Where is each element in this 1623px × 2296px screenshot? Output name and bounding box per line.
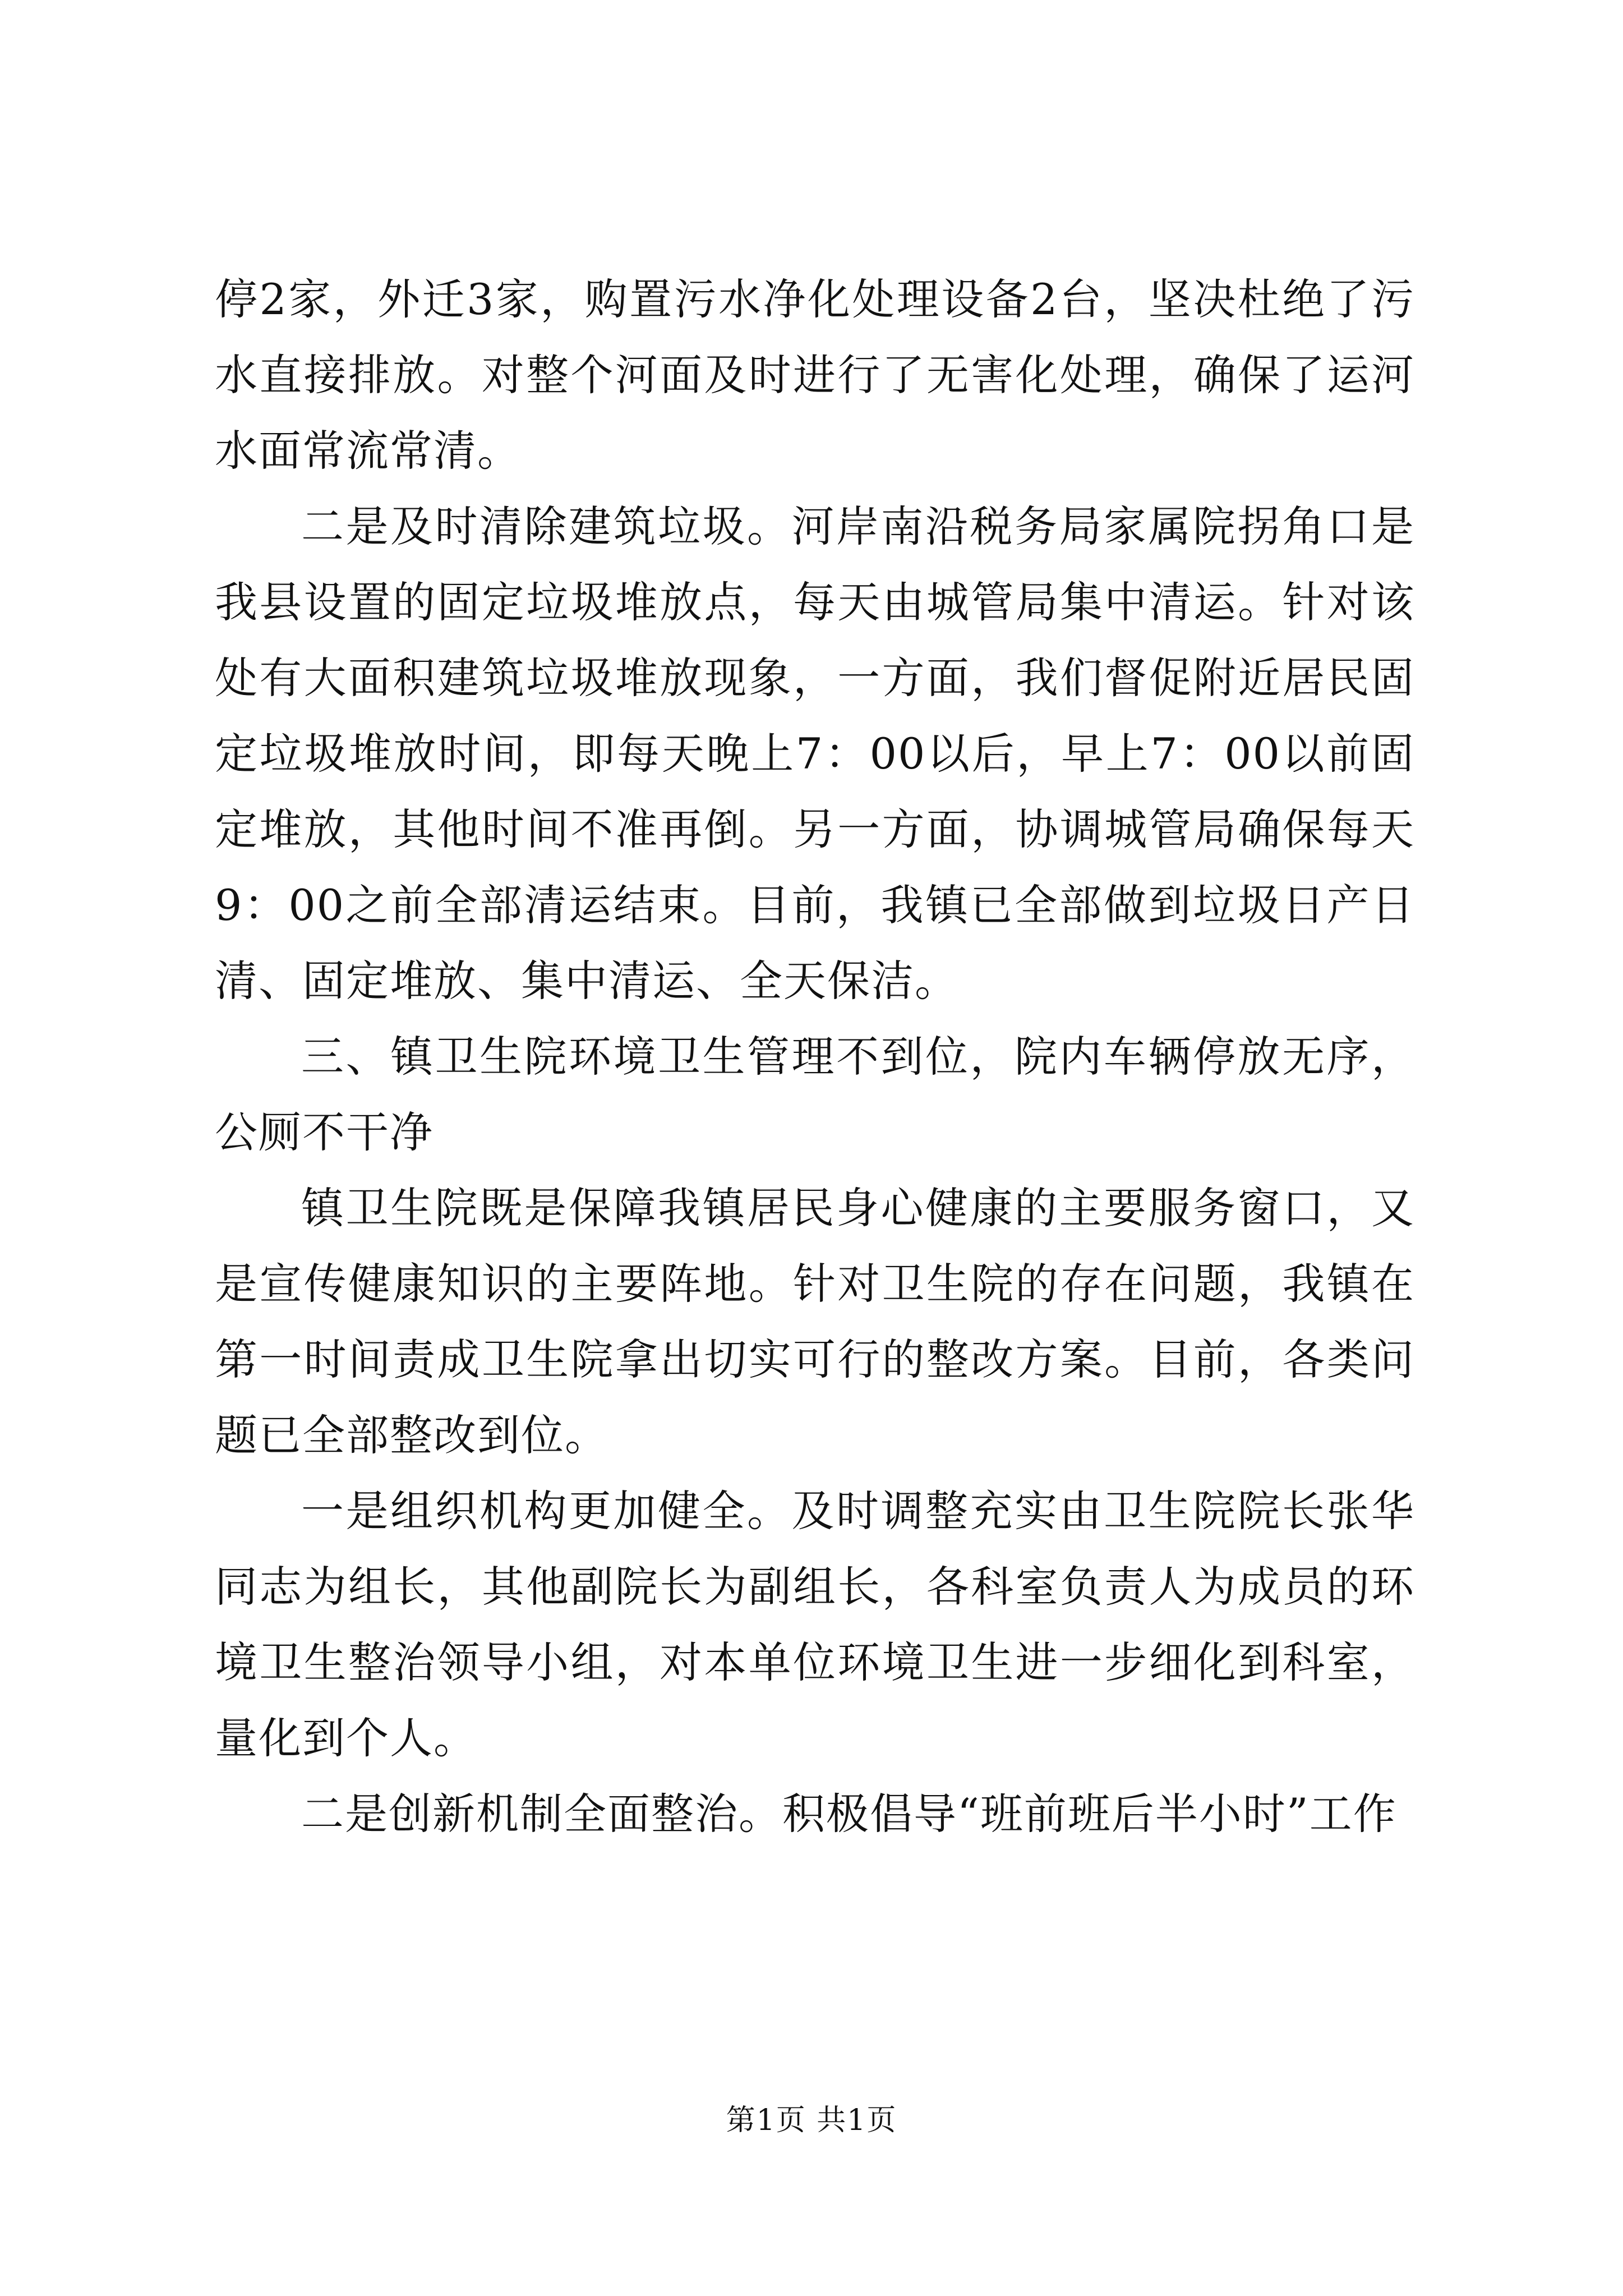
document-body xyxy=(215,261,1415,1852)
paragraph-section-heading-three: 三、镇卫生院环境卫生管理不到位，院内车辆停放无序，公厕不干净 xyxy=(215,1032,1415,1157)
paragraph-health-center-intro: 镇卫生院既是保障我镇居民身心健康的主要服务窗口，又是宣传健康知识的主要阵地。针对卫生院的存在问题，我镇在第一时间责成卫生院拿出切实可行的整改方案。目前，各类问题已全部整改到位。 xyxy=(215,1183,1415,1460)
page-footer: 第1页 共1页 xyxy=(726,2104,897,2137)
paragraph-mechanism: 二是创新机制全面整治。积极倡导“班前班后半小时”工作 xyxy=(301,1789,1397,1839)
paragraph-continuation: 停2家，外迁3家，购置污水净化处理设备2台，坚决杜绝了污水直接排放。对整个河面及时进行了无害化处理，确保了运河水面常流常清。 xyxy=(215,274,1415,476)
paragraph-construction-waste: 二是及时清除建筑垃圾。河岸南沿税务局家属院拐角口是我县设置的固定垃圾堆放点，每天由城管局集中清运。针对该处有大面积建筑垃圾堆放现象，一方面，我们督促附近居民固定垃圾堆放时间，即每天晚上7：00以后，早上7：00以前固定堆放，其他时间不准再倒。另一方面，协调城管局确保每天9：00之前全部清运结束。目前，我镇已全部做到垃圾日产日清、固定堆放、集中清运、全天保洁。 xyxy=(215,501,1415,1006)
paragraph-organization: 一是组织机构更加健全。及时调整充实由卫生院院长张华同志为组长，其他副院长为副组长，各科室负责人为成员的环境卫生整治领导小组，对本单位环境卫生进一步细化到科室，量化到个人。 xyxy=(215,1486,1415,1763)
